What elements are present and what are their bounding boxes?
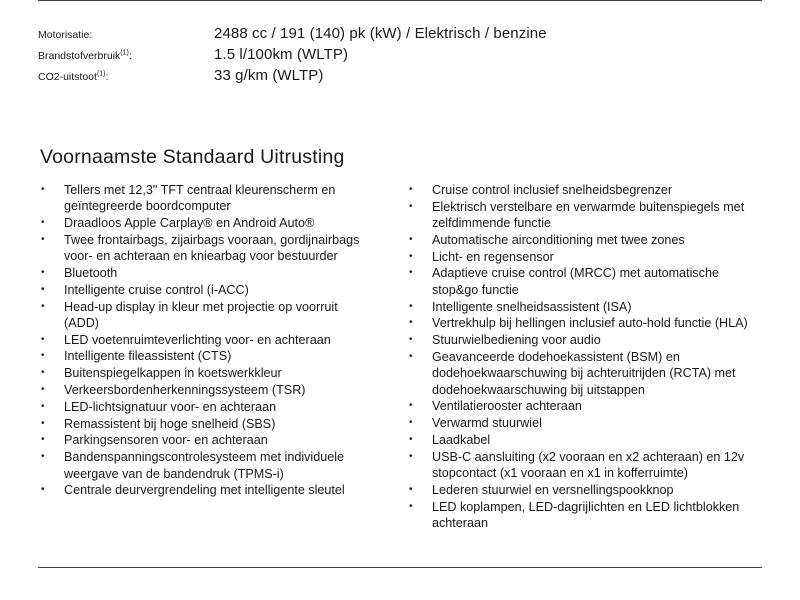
- spec-label-co2-text: CO2-uitstoot: [38, 71, 97, 83]
- bullet-icon: •: [409, 433, 413, 445]
- bullet-icon: •: [409, 500, 413, 512]
- equipment-item-text: Elektrisch verstelbare en verwarmde buitenspiegels met zelfdimmende functie: [432, 199, 745, 231]
- equipment-item-text: Intelligente fileassistent (CTS): [64, 349, 232, 364]
- bullet-icon: •: [409, 233, 413, 245]
- equipment-item: [40, 182, 370, 215]
- spec-table: [38, 25, 738, 88]
- bullet-icon: •: [41, 217, 45, 229]
- spec-label-suffix: :: [128, 50, 132, 62]
- equipment-item: [408, 265, 768, 298]
- equipment-item: [40, 282, 370, 298]
- equipment-item-text: Bandenspanningscontrolesysteem met individuele weergave van de bandendruk (TPMS-i): [64, 450, 345, 481]
- equipment-item-text: Buitenspiegelkappen in koetswerkkleur: [64, 366, 282, 381]
- bullet-icon: •: [41, 434, 45, 446]
- bullet-icon: •: [409, 450, 413, 462]
- equipment-item-text: Centrale deurvergrendeling met intelligente sleutel: [64, 483, 345, 498]
- bullet-icon: •: [409, 317, 413, 329]
- equipment-item: [408, 332, 768, 348]
- bullet-icon: •: [409, 267, 413, 279]
- spec-label-brandstofverbruik: [38, 50, 214, 62]
- spec-label-suffix: :: [105, 71, 109, 83]
- equipment-item-text: Automatische airconditioning met twee zones: [432, 232, 685, 247]
- equipment-item: [408, 182, 768, 198]
- equipment-item: [408, 299, 768, 315]
- equipment-item: [40, 348, 370, 364]
- bottom-divider: [38, 567, 762, 568]
- equipment-item-text: Stuurwielbediening voor audio: [432, 333, 601, 348]
- equipment-item-text: Bluetooth: [64, 265, 118, 280]
- footnote-ref: (1): [120, 49, 129, 57]
- bullet-icon: •: [41, 417, 45, 429]
- equipment-item-text: LED-lichtsignatuur voor- en achteraan: [64, 399, 277, 414]
- spec-row-motorisatie: [38, 25, 738, 46]
- equipment-item: [408, 232, 768, 248]
- bullet-icon: •: [409, 300, 413, 312]
- spec-label-brandstofverbruik-text: Brandstofverbruik: [38, 50, 121, 62]
- equipment-item-text: Twee frontairbags, zijairbags vooraan, gordijnairbags voor- en achteraan en kniearbag voor bestuurder: [64, 232, 360, 264]
- equipment-item: [40, 365, 370, 381]
- equipment-item-text: Remassistent bij hoge snelheid (SBS): [64, 416, 276, 431]
- equipment-item-text: Intelligente cruise control (i-ACC): [64, 282, 249, 297]
- bullet-icon: •: [409, 200, 413, 212]
- spec-value-motorisatie: 2488 cc / 191 (140) pk (kW) / Elektrisch / benzine: [214, 25, 547, 42]
- bullet-icon: •: [409, 184, 413, 195]
- equipment-item-text: Vertrekhulp bij hellingen inclusief auto-hold functie (HLA): [432, 316, 748, 331]
- equipment-item-text: Adaptieve cruise control (MRCC) met automatische stop&go functie: [432, 266, 719, 297]
- spec-value-co2: 33 g/km (WLTP): [214, 67, 324, 84]
- footnote-ref: (1): [96, 70, 106, 78]
- bullet-icon: •: [41, 233, 45, 245]
- bullet-icon: •: [41, 451, 45, 463]
- equipment-item: [40, 265, 370, 281]
- bullet-icon: •: [409, 250, 413, 262]
- equipment-item-text: Tellers met 12,3" TFT centraal kleurenscherm en geïntegreerde boordcomputer: [64, 183, 336, 214]
- equipment-item: [408, 432, 768, 448]
- top-divider: [38, 0, 762, 1]
- bullet-icon: •: [41, 184, 45, 195]
- bullet-icon: •: [409, 334, 413, 346]
- equipment-item: [408, 398, 768, 414]
- equipment-item: [40, 382, 370, 398]
- equipment-item-text: Intelligente snelheidsassistent (ISA): [432, 299, 632, 314]
- equipment-item: [40, 299, 370, 332]
- equipment-list-left: [40, 182, 370, 499]
- bullet-icon: •: [41, 367, 45, 379]
- equipment-item-text: Parkingsensoren voor- en achteraan: [64, 433, 268, 448]
- equipment-item: [408, 349, 768, 398]
- equipment-list-right: [408, 182, 768, 532]
- equipment-item: [40, 416, 370, 432]
- bullet-icon: •: [41, 400, 45, 412]
- equipment-item: [408, 415, 768, 431]
- equipment-item: [40, 482, 370, 498]
- bullet-icon: •: [41, 266, 45, 278]
- equipment-item: [40, 332, 370, 348]
- equipment-item: [40, 449, 370, 482]
- bullet-icon: •: [41, 300, 45, 312]
- bullet-icon: •: [409, 400, 413, 412]
- section-title: Voornaamste Standaard Uitrusting: [40, 146, 345, 168]
- equipment-item: [40, 432, 370, 448]
- bullet-icon: •: [41, 384, 45, 396]
- equipment-item-text: Ventilatierooster achteraan: [432, 399, 582, 414]
- bullet-icon: •: [409, 417, 413, 429]
- spec-label-co2: [38, 71, 214, 83]
- equipment-item-text: LED koplampen, LED-dagrijlichten en LED lichtblokken achteraan: [432, 499, 740, 530]
- equipment-item: [40, 215, 370, 231]
- spec-row-co2: [38, 67, 738, 88]
- bullet-icon: •: [41, 350, 45, 362]
- spec-label-motorisatie: Motorisatie:: [38, 29, 93, 41]
- spec-row-brandstofverbruik: [38, 46, 738, 67]
- equipment-item-text: Lederen stuurwiel en versnellingspookknop: [432, 482, 674, 497]
- bullet-icon: •: [41, 283, 45, 295]
- equipment-item-text: USB-C aansluiting (x2 vooraan en x2 achteraan) en 12v stopcontact (x1 vooraan en x1 in kofferruimte): [432, 449, 745, 481]
- equipment-item: [408, 449, 768, 482]
- equipment-item-text: Head-up display in kleur met projectie op voorruit (ADD): [64, 299, 338, 330]
- equipment-item-text: Verwarmd stuurwiel: [432, 416, 542, 431]
- equipment-item-text: Licht- en regensensor: [432, 249, 554, 264]
- spec-value-brandstofverbruik: 1.5 l/100km (WLTP): [214, 46, 349, 63]
- bullet-icon: •: [41, 333, 45, 345]
- equipment-item-text: Verkeersbordenherkenningssysteem (TSR): [64, 383, 306, 398]
- bullet-icon: •: [409, 350, 413, 362]
- equipment-item: [408, 482, 768, 498]
- bullet-icon: •: [41, 484, 45, 496]
- equipment-item: [408, 199, 768, 232]
- equipment-item-text: Laadkabel: [432, 432, 491, 447]
- equipment-item-text: Cruise control inclusief snelheidsbegrenzer: [432, 183, 673, 197]
- bullet-icon: •: [409, 483, 413, 495]
- equipment-item: [408, 315, 768, 331]
- equipment-item-text: LED voetenruimteverlichting voor- en achteraan: [64, 332, 331, 347]
- equipment-item: [408, 249, 768, 265]
- equipment-item: [40, 232, 370, 265]
- equipment-item-text: Draadloos Apple Carplay® en Android Auto®: [64, 216, 315, 231]
- equipment-item: [40, 399, 370, 415]
- equipment-item: [408, 499, 768, 532]
- equipment-item-text: Geavanceerde dodehoekassistent (BSM) en dodehoekwaarschuwing bij achteruitrijden (RCTA) met dodehoekwaarschuwing bij uitstappen: [432, 349, 736, 397]
